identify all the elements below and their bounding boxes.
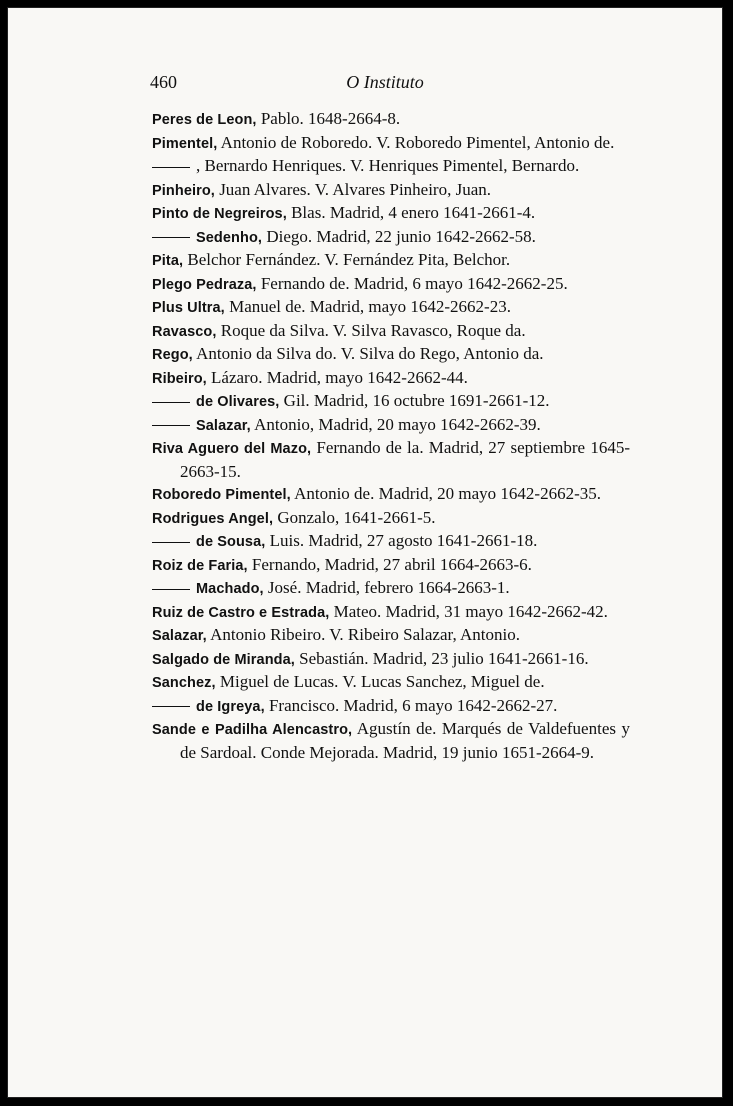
- ditto-dash: [152, 425, 190, 426]
- entry-heading: Ruiz de Castro e Estrada,: [152, 604, 330, 621]
- entry-heading: Pita,: [152, 253, 184, 269]
- entry-text: Lázaro. Madrid, mayo 1642-2662-44.: [206, 367, 468, 387]
- entry-heading: Sanchez,: [152, 675, 216, 691]
- entry-text: Fernando de. Madrid, 6 mayo 1642-2662-25.: [256, 273, 568, 293]
- running-title: O Instituto: [346, 72, 424, 92]
- index-entry: [152, 507, 630, 531]
- entry-text: Antonio Ribeiro. V. Ribeiro Salazar, Antonio.: [206, 625, 520, 644]
- entry-text: Sebastián. Madrid, 23 julio 1641-2661-16.: [294, 648, 589, 668]
- entry-text: Belchor Fernández. V. Fernández Pita, Belchor.: [183, 250, 511, 269]
- entry-heading: de Sousa,: [196, 534, 266, 550]
- entry-heading: Sande e Padilha Alencastro,: [152, 722, 353, 738]
- entry-heading: Rodrigues Angel,: [152, 510, 274, 527]
- entry-text: Mateo. Madrid, 31 mayo 1642-2662-42.: [329, 601, 608, 621]
- entry-text: Agustín de. Marqués de Valdefuentes y de Sardoal. Conde Mejorada. Madrid, 19 junio 1651-2664-9.: [180, 719, 630, 762]
- entry-heading: Plego Pedraza,: [152, 276, 257, 293]
- page-header: [150, 72, 620, 96]
- entry-heading: Ravasco,: [152, 323, 217, 340]
- document-page: [7, 7, 723, 1098]
- entry-heading: Pinheiro,: [152, 182, 215, 199]
- entry-heading: Salazar,: [196, 417, 251, 434]
- entry-heading: Rego,: [152, 347, 193, 363]
- index-entry: [152, 249, 630, 273]
- entry-text: Antonio de. Madrid, 20 mayo 1642-2662-35.: [290, 484, 601, 503]
- entry-heading: Ribeiro,: [152, 370, 207, 387]
- entry-text: Fernando de la. Madrid, 27 septiembre 1645-2663-15.: [180, 438, 630, 481]
- index-entry: [152, 437, 630, 483]
- index-entry: [152, 296, 630, 320]
- entry-text: Antonio de Roboredo. V. Roboredo Pimentel, Antonio de.: [217, 132, 615, 152]
- entry-text: Luis. Madrid, 27 agosto 1641-2661-18.: [265, 531, 538, 550]
- entry-text: Fernando, Madrid, 27 abril 1664-2663-6.: [247, 554, 532, 574]
- entry-text: Antonio da Silva do. V. Silva do Rego, Antonio da.: [192, 344, 544, 363]
- entry-heading: Salazar,: [152, 628, 207, 644]
- index-entry: [152, 155, 630, 179]
- index-entry: [152, 695, 630, 719]
- index-entry: [152, 367, 630, 391]
- entry-heading: Pinto de Negreiros,: [152, 206, 287, 222]
- ditto-dash: [152, 706, 190, 707]
- entry-heading: Sedenho,: [196, 229, 263, 246]
- ditto-dash: [152, 402, 190, 403]
- entry-text: Roque da Silva. V. Silva Ravasco, Roque da.: [216, 320, 526, 340]
- index-entry: [152, 414, 630, 438]
- index-entry: [152, 108, 630, 132]
- entry-text: Gil. Madrid, 16 octubre 1691-2661-12.: [279, 391, 550, 410]
- entry-heading: Salgado de Miranda,: [152, 651, 295, 668]
- ditto-dash: [152, 589, 190, 590]
- entry-text: Miguel de Lucas. V. Lucas Sanchez, Miguel de.: [215, 672, 545, 691]
- index-entry: [152, 390, 630, 414]
- index-entry: [152, 648, 630, 672]
- index-entries: [152, 108, 630, 764]
- entry-text: Diego. Madrid, 22 junio 1642-2662-58.: [262, 226, 536, 246]
- entry-heading: Machado,: [196, 581, 264, 597]
- entry-heading: Pimentel,: [152, 135, 218, 152]
- page-number: 460: [150, 72, 177, 92]
- entry-heading: de Igreya,: [196, 698, 265, 715]
- index-entry: [152, 202, 630, 226]
- index-entry: [152, 624, 630, 648]
- entry-text: , Bernardo Henriques. V. Henriques Pimentel, Bernardo.: [196, 156, 580, 175]
- index-entry: [152, 179, 630, 203]
- index-entry: [152, 483, 630, 507]
- ditto-dash: [152, 237, 190, 238]
- entry-text: Pablo. 1648-2664-8.: [256, 109, 401, 128]
- entry-text: Francisco. Madrid, 6 mayo 1642-2662-27.: [264, 695, 558, 715]
- entry-heading: Roboredo Pimentel,: [152, 487, 291, 503]
- entry-heading: Riva Aguero del Mazo,: [152, 441, 312, 457]
- entry-text: Juan Alvares. V. Alvares Pinheiro, Juan.: [214, 179, 492, 199]
- index-entry: [152, 273, 630, 297]
- entry-text: Blas. Madrid, 4 enero 1641-2661-4.: [286, 203, 536, 222]
- index-entry: [152, 718, 630, 764]
- entry-text: Gonzalo, 1641-2661-5.: [273, 507, 436, 527]
- index-entry: [152, 601, 630, 625]
- entry-text: Manuel de. Madrid, mayo 1642-2662-23.: [224, 297, 511, 316]
- entry-text: José. Madrid, febrero 1664-2663-1.: [263, 578, 510, 597]
- entry-heading: Plus Ultra,: [152, 300, 225, 316]
- index-entry: [152, 530, 630, 554]
- entry-heading: Peres de Leon,: [152, 112, 257, 128]
- ditto-dash: [152, 542, 190, 543]
- entry-text: Antonio, Madrid, 20 mayo 1642-2662-39.: [250, 414, 541, 434]
- ditto-dash: [152, 167, 190, 168]
- index-entry: [152, 554, 630, 578]
- index-entry: [152, 343, 630, 367]
- entry-heading: Roiz de Faria,: [152, 557, 248, 574]
- entry-heading: de Olivares,: [196, 394, 280, 410]
- index-entry: [152, 226, 630, 250]
- index-entry: [152, 671, 630, 695]
- index-entry: [152, 320, 630, 344]
- index-entry: [152, 577, 630, 601]
- index-entry: [152, 132, 630, 156]
